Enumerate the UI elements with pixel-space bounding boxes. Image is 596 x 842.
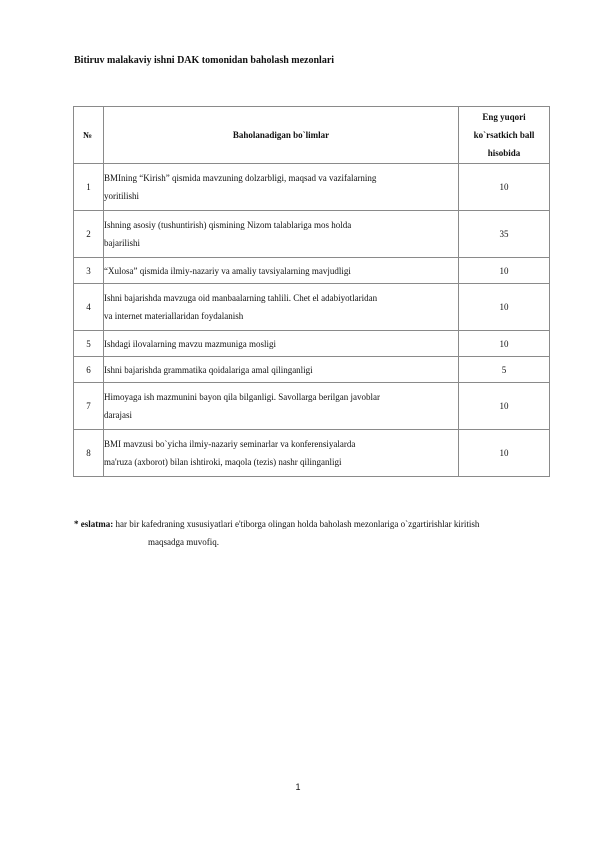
row-number: 3 [74,258,104,284]
table-row [74,258,550,284]
row-description-line: Ishni bajarishda mavzuga oid manbaalarning tahlili. Chet el adabiyotlaridan [104,293,378,303]
row-score: 10 [459,331,550,357]
row-number: 7 [74,383,104,430]
row-number: 1 [74,164,104,211]
row-description [104,383,459,430]
page-number: 1 [295,782,301,792]
row-number: 6 [74,357,104,383]
header-number: № [74,107,104,164]
row-score: 35 [459,211,550,258]
row-description [104,211,459,258]
table-row [74,164,550,211]
row-score: 10 [459,430,550,477]
header-max-score-line: hisobida [487,148,521,158]
row-description [104,164,459,211]
row-description-line: yoritilishi [104,191,140,201]
row-description-line: Ishning asosiy (tushuntirish) qismining Nizom talablariga mos holda [104,220,352,230]
row-description [104,258,459,284]
row-description-line: darajasi [104,410,132,420]
row-description-line: BMIning “Kirish” qismida mavzuning dolzarbligi, maqsad va vazifalarning [104,173,377,183]
row-score: 5 [459,357,550,383]
footnote-continuation: maqsadga muvofiq. [148,537,219,547]
footnote-label: * eslatma: [74,519,114,529]
row-number: 2 [74,211,104,258]
row-score: 10 [459,258,550,284]
header-max-score [459,107,550,164]
row-description-line: Ishdagi ilovalarning mavzu mazmuniga mosligi [104,338,276,349]
table-row [74,284,550,331]
row-description-line: Ishni bajarishda grammatika qoidalariga amal qilinganligi [104,364,313,375]
row-description-line: bajarilishi [104,238,140,248]
header-sections: Baholanadigan bo`limlar [104,107,459,164]
row-description [104,331,459,357]
table-row [74,357,550,383]
table-header-row [74,107,550,164]
row-score: 10 [459,284,550,331]
table-row [74,331,550,357]
row-score: 10 [459,383,550,430]
row-number: 8 [74,430,104,477]
row-description [104,430,459,477]
row-number: 5 [74,331,104,357]
row-description-line: “Xulosa” qismida ilmiy-nazariy va amaliy tavsiyalarning mavjudligi [104,265,351,276]
footnote [74,515,574,551]
row-number: 4 [74,284,104,331]
header-max-score-line: Eng yuqori [482,112,526,122]
table-row [74,430,550,477]
row-description-line: ma'ruza (axborot) bilan ishtiroki, maqola (tezis) nashr qilinganligi [104,457,342,467]
document-title: Bitiruv malakaviy ishni DAK tomonidan baholash mezonlari [74,55,335,66]
row-description-line: va internet materiallaridan foydalanish [104,311,244,321]
footnote-text: har bir kafedraning xususiyatlari e'tiborga olingan holda baholash mezonlariga o`zgartirishlar kiritish [113,519,480,529]
row-score: 10 [459,164,550,211]
row-description-line: Himoyaga ish mazmunini bayon qila bilganligi. Savollarga berilgan javoblar [104,392,381,402]
header-max-score-line: ko`rsatkich ball [473,130,535,140]
row-description-line: BMI mavzusi bo`yicha ilmiy-nazariy seminarlar va konferensiyalarda [104,439,356,449]
table-row [74,383,550,430]
row-description [104,357,459,383]
criteria-table [73,106,550,477]
row-description [104,284,459,331]
table-row [74,211,550,258]
